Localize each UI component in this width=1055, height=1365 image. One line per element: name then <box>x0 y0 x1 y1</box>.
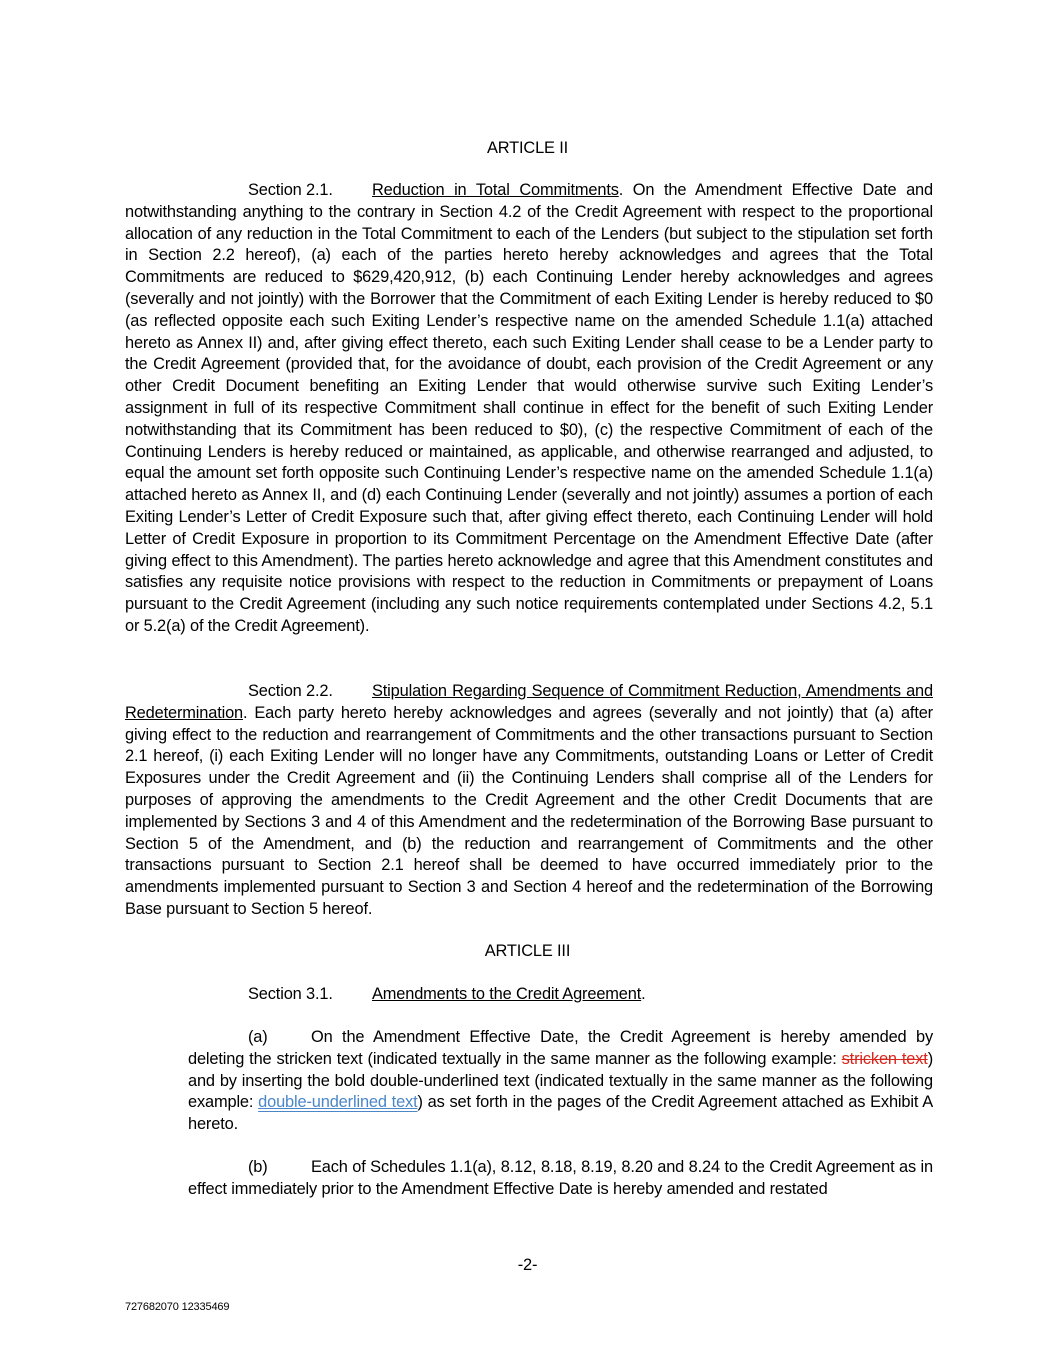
page-number: -2- <box>517 1256 538 1274</box>
stricken-text-example: stricken text <box>841 1049 928 1068</box>
section-3-1 <box>125 984 933 1006</box>
section-3-1-title: Amendments to the Credit Agreement <box>372 985 642 1003</box>
document-id: 727682070 12335469 <box>125 1301 230 1313</box>
paragraph-a-text-2: ) and by inserting the bold double-underlined text (indicated textually in the same manner as the following example: <box>188 1049 933 1112</box>
section-2-1-number: Section 2.1. <box>248 181 333 199</box>
section-2-1-title: Reduction in Total Commitments <box>372 181 619 199</box>
section-3-1-tail: . <box>641 985 646 1003</box>
paragraph-a-text-1: On the Amendment Effective Date, the Credit Agreement is hereby amended by deleting the stricken text (indicated textually in the same manner as the following example: <box>188 1028 933 1068</box>
double-underlined-text-example: double-underlined text <box>258 1093 418 1112</box>
section-2-2 <box>125 681 933 921</box>
paragraph-a-text-3: ) as set forth in the pages of the Credit Agreement attached as Exhibit A hereto. <box>188 1093 933 1134</box>
paragraph-b-label: (b) <box>248 1158 268 1176</box>
article-iii-heading: ARTICLE III <box>484 942 571 960</box>
section-2-2-body: . Each party hereto hereby acknowledges and agrees (severally and not jointly) that (a) after giving effect to the reduction and rearrangement of Commitments and the other transactions pursuant to Section 2.1 hereof, (i) each Exiting Lender will no longer have any Commitments, outstanding Loans or Letter of Credit Exposures under the Credit Agreement and (ii) the Continuing Lenders shall comprise all of the Lenders for purposes of approving the amendments to the Credit Agreement and the other Credit Documents that are implemented by Sections 3 and 4 of this Amendment and the redetermination of the Borrowing Base pursuant to Section 5 of the Amendment, and (b) the reduction and rearrangement of Commitments and the other transactions pursuant to Section 2.1 hereof shall be deemed to have occurred immediately prior to the amendments implemented pursuant to Section 3 and Section 4 hereof and the redetermination of the Borrowing Base pursuant to Section 5 hereof. <box>125 703 933 918</box>
section-2-1 <box>125 180 933 638</box>
paragraph-b <box>188 1157 933 1201</box>
article-ii-heading: ARTICLE II <box>486 139 569 157</box>
section-2-2-number: Section 2.2. <box>248 682 333 700</box>
paragraph-a <box>188 1027 933 1136</box>
section-2-1-body: . On the Amendment Effective Date and notwithstanding anything to the contrary in Section 4.2 of the Credit Agreement with respect to the proportional allocation of any reduction in the Total Commitment to each of the Lenders (but subject to the stipulation set forth in Section 2.2 hereof), (a) each of the parties hereto hereby acknowledges and agrees that the Total Commitments are reduced to $629,420,912, (b) each Continuing Lender hereby acknowledges and agrees (severally and not jointly) with the Borrower that the Commitment of each Exiting Lender is hereby reduced to $0 (as reflected opposite each such Exiting Lender’s respective name on the amended Schedule 1.1(a) attached hereto as Annex II) and, after giving effect thereto, each such Exiting Lender shall cease to be a Lender party to the Credit Agreement (provided that, for the avoidance of doubt, each provision of the Credit Agreement or any other Credit Document benefiting an Exiting Lender that would otherwise survive such Exiting Lender’s assignment in full of its respective Commitment shall continue in effect for the benefit of such Exiting Lender notwithstanding that its Commitment has been reduced to $0), (c) the respective Commitment of each of the Continuing Lenders is hereby reduced or maintained, as applicable, and otherwise rearranged and adjusted, to equal the amount set forth opposite such Continuing Lender’s respective name on the amended Schedule 1.1(a) attached hereto as Annex II, and (d) each Continuing Lender (severally and not jointly) assumes a portion of each Exiting Lender’s Letter of Credit Exposure such that, after giving effect thereto, each Continuing Lender will hold Letter of Credit Exposure in proportion to its Commitment Percentage on the Amendment Effective Date (after giving effect to this Amendment). The parties hereto acknowledge and agree that this Amendment constitutes and satisfies any requisite notice provisions with respect to the reduction in Commitments or prepayment of Loans pursuant to the Credit Agreement (including any such notice requirements contemplated under Sections 4.2, 5.1 or 5.2(a) of the Credit Agreement). <box>125 181 933 635</box>
section-2-2-title: Stipulation Regarding Sequence of Commitment Reduction, Amendments and Redetermination <box>125 682 933 722</box>
paragraph-b-text: Each of Schedules 1.1(a), 8.12, 8.18, 8.19, 8.20 and 8.24 to the Credit Agreement as in effect immediately prior to the Amendment Effective Date is hereby amended and restated <box>188 1158 933 1198</box>
paragraph-a-label: (a) <box>248 1028 268 1046</box>
section-3-1-number: Section 3.1. <box>248 985 333 1003</box>
